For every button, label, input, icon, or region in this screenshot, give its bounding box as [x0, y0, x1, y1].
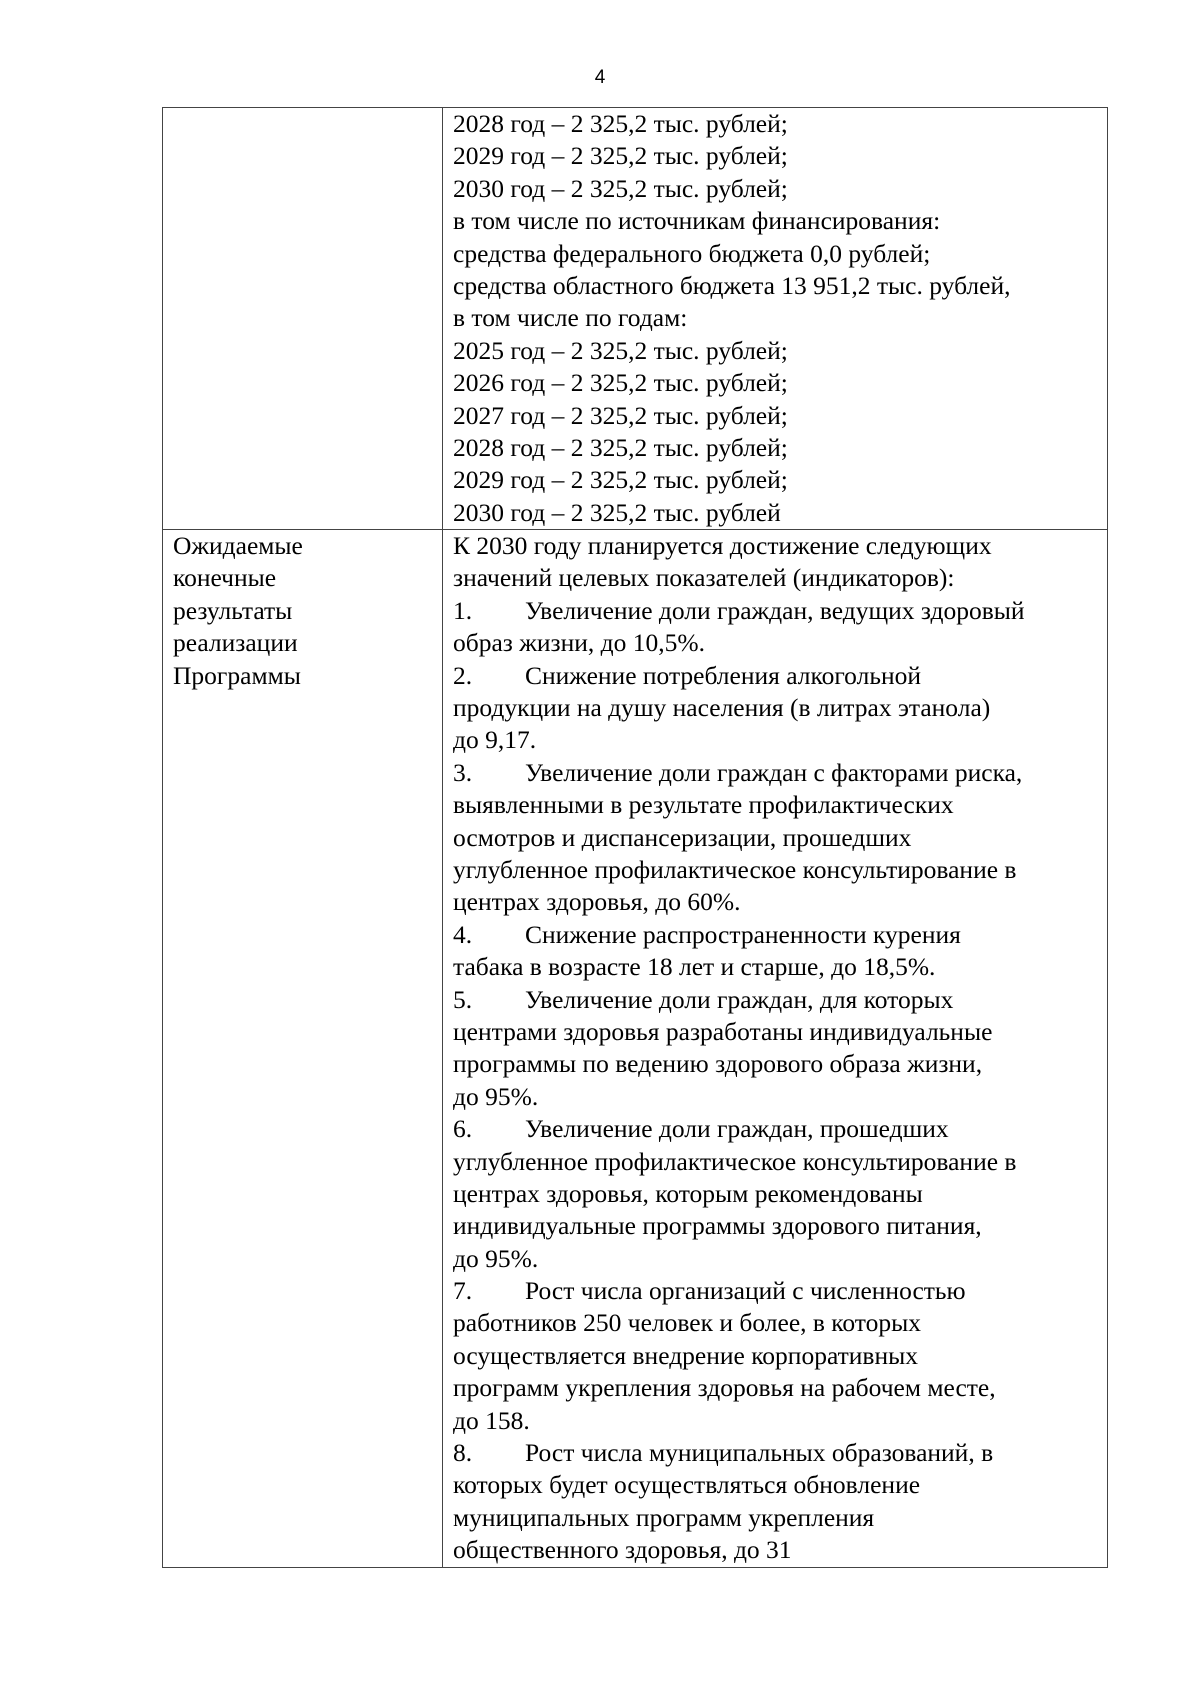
results-label: [163, 530, 442, 692]
funding-line: средства областного бюджета 13 951,2 тыс. рублей,: [453, 270, 1011, 300]
result-item-first-line: [453, 660, 1105, 692]
result-item-first-line: [453, 1113, 1105, 1145]
funding-line: 2029 год – 2 325,2 тыс. рублей;: [453, 141, 788, 171]
result-item-line: осуществляется внедрение корпоративных: [453, 1340, 918, 1370]
results-intro-line: К 2030 году планируется достижение следующих: [453, 531, 992, 561]
funding-line: средства федерального бюджета 0,0 рублей;: [453, 238, 931, 268]
funding-row: [163, 108, 1108, 530]
funding-lines: [443, 108, 1107, 529]
result-item-line: центрами здоровья разработаны индивидуальные: [453, 1016, 993, 1046]
result-item-line: осмотров и диспансеризации, прошедших: [453, 822, 912, 852]
result-item-first-line: [453, 595, 1105, 627]
results-content: [443, 530, 1107, 1567]
result-item-text: Увеличение доли граждан, ведущих здоровый: [525, 595, 1025, 625]
result-item-number: 8.: [453, 1438, 473, 1468]
result-item-number: 6.: [453, 1114, 473, 1144]
result-item-first-line: [453, 919, 1105, 951]
funding-line: 2027 год – 2 325,2 тыс. рублей;: [453, 400, 788, 430]
results-row: [163, 530, 1108, 1568]
result-item-line: работников 250 человек и более, в которых: [453, 1308, 922, 1338]
result-item-text: Увеличение доли граждан, для которых: [525, 984, 954, 1014]
result-item-number: 4.: [453, 919, 473, 949]
result-item-first-line: [453, 984, 1105, 1016]
result-item-line: табака в возрасте 18 лет и старше, до 18,5%.: [453, 952, 936, 982]
result-item-line: углубленное профилактическое консультирование в: [453, 1146, 1017, 1176]
result-item: [453, 757, 1105, 919]
result-item-text: Снижение распространенности курения: [525, 919, 961, 949]
result-item-text: Рост числа организаций с численностью: [525, 1276, 966, 1306]
result-item-line: выявленными в результате профилактических: [453, 790, 954, 820]
funding-line: 2025 год – 2 325,2 тыс. рублей;: [453, 335, 788, 365]
result-item-line: общественного здоровья, до 31: [453, 1535, 792, 1565]
result-item-number: 1.: [453, 595, 473, 625]
result-item-line: образ жизни, до 10,5%.: [453, 628, 705, 658]
funding-line: 2028 год – 2 325,2 тыс. рублей;: [453, 109, 788, 138]
results-items: [453, 595, 1105, 1567]
result-item-number: 2.: [453, 660, 473, 690]
funding-line: 2028 год – 2 325,2 тыс. рублей;: [453, 432, 788, 462]
result-item-text: Увеличение доли граждан, прошедших: [525, 1114, 949, 1144]
result-item-line: которых будет осуществляться обновление: [453, 1470, 921, 1500]
result-item: [453, 1275, 1105, 1437]
result-item-first-line: [453, 757, 1105, 789]
page-number: 4: [594, 67, 606, 88]
result-item: [453, 984, 1105, 1114]
result-item-line: программы по ведению здорового образа жизни,: [453, 1049, 983, 1079]
funding-line: 2026 год – 2 325,2 тыс. рублей;: [453, 368, 788, 398]
funding-line: в том числе по источникам финансирования:: [453, 206, 941, 236]
passport-table: [162, 107, 1108, 1568]
funding-content-cell: [443, 108, 1108, 530]
result-item-number: 7.: [453, 1276, 473, 1306]
results-label-line: Ожидаемые: [173, 531, 303, 561]
result-item-first-line: [453, 1275, 1105, 1307]
funding-line: в том числе по годам:: [453, 303, 688, 333]
funding-line: 2030 год – 2 325,2 тыс. рублей: [453, 497, 781, 527]
funding-label-cell: [163, 108, 443, 530]
result-item: [453, 919, 1105, 984]
results-intro: [453, 530, 1105, 595]
funding-line: 2030 год – 2 325,2 тыс. рублей;: [453, 173, 788, 203]
result-item-line: муниципальных программ укрепления: [453, 1502, 875, 1532]
result-item-line: центрах здоровья, которым рекомендованы: [453, 1178, 923, 1208]
result-item-line: индивидуальные программы здорового питания,: [453, 1211, 982, 1241]
result-item: [453, 1113, 1105, 1275]
results-label-line: Программы: [173, 660, 301, 690]
results-label-line: конечные: [173, 563, 277, 593]
results-content-cell: [443, 530, 1108, 1568]
result-item: [453, 595, 1105, 660]
results-label-line: реализации: [173, 628, 298, 658]
result-item-line: центрах здоровья, до 60%.: [453, 887, 741, 917]
results-label-cell: [163, 530, 443, 1568]
result-item-line: программ укрепления здоровья на рабочем месте,: [453, 1373, 996, 1403]
result-item-text: Рост числа муниципальных образований, в: [525, 1438, 994, 1468]
result-item: [453, 1437, 1105, 1567]
result-item-line: продукции на душу населения (в литрах этанола): [453, 693, 991, 723]
result-item-line: до 9,17.: [453, 725, 537, 755]
result-item-text: Увеличение доли граждан с факторами риска,: [525, 757, 1023, 787]
result-item-line: до 95%.: [453, 1081, 539, 1111]
result-item-first-line: [453, 1437, 1105, 1469]
results-label-line: результаты: [173, 595, 293, 625]
result-item-line: до 158.: [453, 1405, 530, 1435]
result-item: [453, 660, 1105, 757]
result-item-number: 3.: [453, 757, 473, 787]
results-intro-line: значений целевых показателей (индикаторов):: [453, 563, 955, 593]
result-item-text: Снижение потребления алкогольной: [525, 660, 921, 690]
result-item-line: углубленное профилактическое консультирование в: [453, 854, 1017, 884]
result-item-number: 5.: [453, 984, 473, 1014]
funding-line: 2029 год – 2 325,2 тыс. рублей;: [453, 465, 788, 495]
result-item-line: до 95%.: [453, 1243, 539, 1273]
